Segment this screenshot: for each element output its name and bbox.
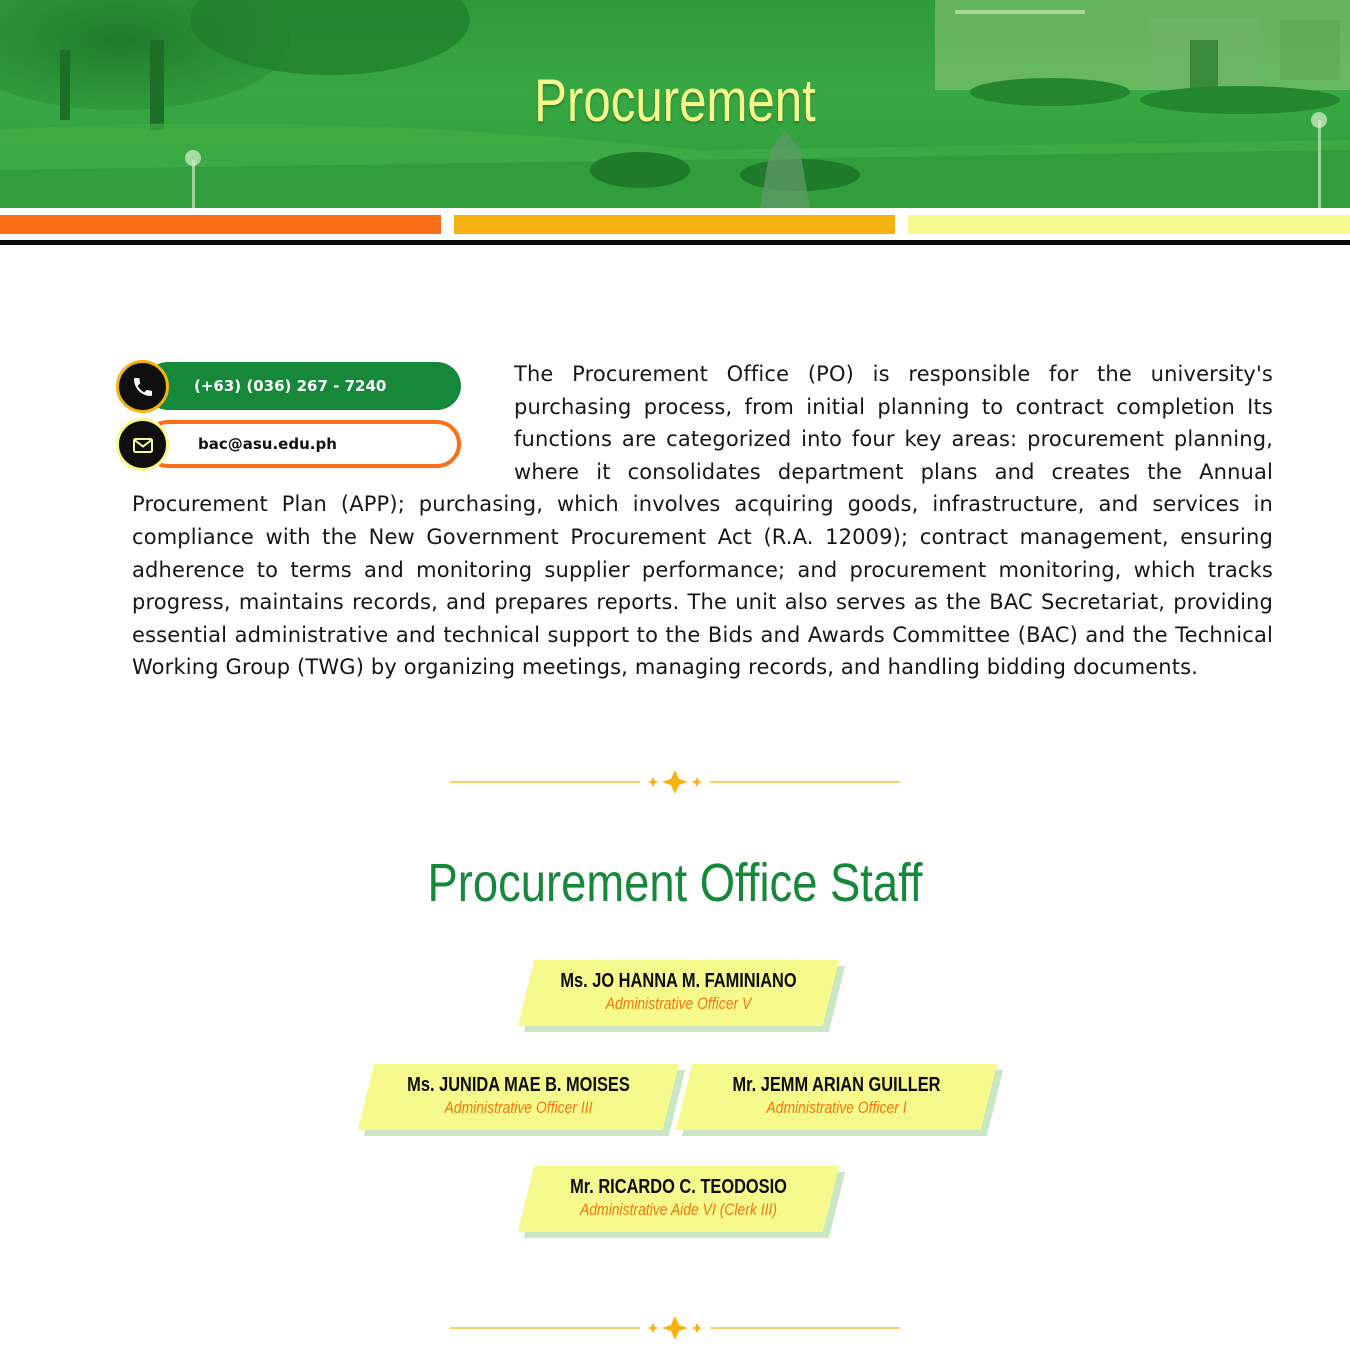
staff-name: Mr. RICARDO C. TEODOSIO — [570, 1176, 787, 1198]
phone-number: (+63) (036) 267 - 7240 — [194, 377, 387, 395]
office-description — [132, 358, 1273, 684]
staff-role: Administrative Aide VI (Clerk III) — [579, 1200, 778, 1219]
hero-banner — [0, 0, 1350, 208]
gold-stripe — [454, 215, 895, 234]
orange-stripe — [0, 215, 441, 234]
black-divider-bar — [0, 240, 1350, 245]
staff-card — [684, 1064, 989, 1130]
staff-name: Mr. JEMM ARIAN GUILLER — [732, 1074, 941, 1096]
description-text: The Procurement Office (PO) is responsible for the university's purchasing process, from initial planning to contract completion Its functions are categorized into four key areas: procurement planning, where it consolidates department plans and creates the Annual Procurement Plan (APP); purchasing, which involves acquiring goods, infrastructure, and services in compliance with the New Government Procurement Act (R.A. 12009); contract management, ensuring adherence to terms and monitoring supplier performance; and procurement monitoring, which tracks progress, maintains records, and prepares reports. The unit also serves as the BAC Secretariat, providing essential administrative and technical support to the Bids and Awards Committee (BAC) and the Technical Working Group (TWG) by organizing meetings, managing records, and handling bidding documents. — [132, 362, 1273, 680]
sparkle-icon — [662, 770, 688, 794]
page-title: Procurement — [534, 67, 816, 134]
staff-role: Administrative Officer III — [444, 1098, 593, 1117]
staff-role: Administrative Officer V — [605, 994, 752, 1013]
staff-card — [526, 1166, 831, 1232]
email-address: bac@asu.edu.ph — [198, 435, 337, 453]
staff-name: Ms. JUNIDA MAE B. MOISES — [407, 1074, 630, 1096]
sparkle-icon — [662, 1316, 688, 1340]
staff-card — [366, 1064, 671, 1130]
ornament-divider — [450, 1314, 900, 1344]
staff-role: Administrative Officer I — [766, 1098, 907, 1117]
staff-card — [526, 960, 831, 1026]
staff-heading: Procurement Office Staff — [427, 853, 923, 913]
staff-name: Ms. JO HANNA M. FAMINIANO — [560, 970, 797, 992]
ornament-divider — [450, 768, 900, 798]
yellow-stripe — [908, 215, 1350, 234]
